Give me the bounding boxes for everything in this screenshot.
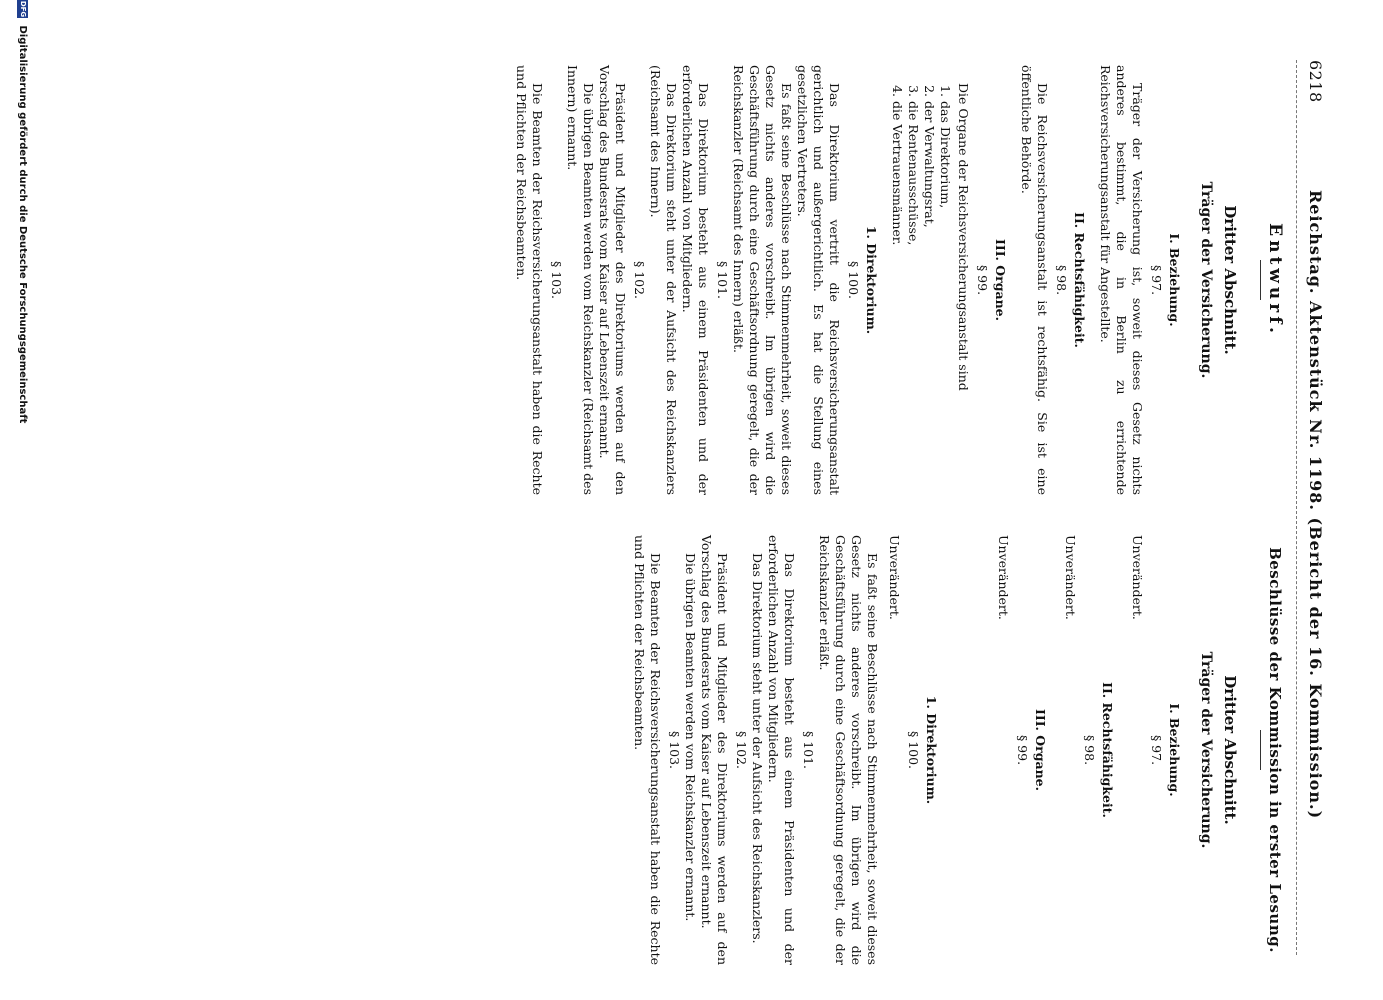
paragraph-text: Es faßt seine Beschlüsse nach Stimmenmehrheit, soweit dieses Gesetz nichts anderes vorschreibt. Im übrigen wird die Geschäftsführung durch eine Geschäftsordnung geregelt, die der Reichskanzler erläßt.: [817, 535, 880, 965]
abschnitt-heading: Dritter Abschnitt.: [1221, 675, 1239, 825]
section-heading: I. Beziehung.: [1167, 703, 1182, 797]
paragraph-number: § 97.: [1149, 734, 1164, 766]
section-heading: II. Rechtsfähigkeit.: [1072, 212, 1087, 348]
organe-list: [889, 65, 953, 495]
list-item: 4. die Vertrauensmänner.: [889, 101, 905, 495]
paragraph-text: Das Direktorium steht unter der Aufsicht des Reichskanzlers.: [750, 553, 765, 944]
column-heading-beschluesse: Beschlüsse der Kommission in erster Lesung.: [1266, 547, 1284, 953]
paragraph-number: § 101.: [715, 260, 730, 300]
column-entwurf: [513, 65, 1283, 495]
paragraph-number: § 102.: [734, 730, 749, 770]
unchanged-note: Unverändert.: [887, 535, 902, 620]
heading-rule: [1260, 260, 1261, 300]
header-divider: [1296, 60, 1297, 955]
dfg-logo: DFG: [19, 0, 27, 18]
spacer: [949, 535, 989, 965]
unchanged-note: Unverändert.: [996, 535, 1011, 620]
paragraph-text: Die Organe der Reichsversicherungsanstalt sind: [956, 83, 971, 391]
section-heading: II. Rechtsfähigkeit.: [1100, 682, 1115, 818]
unchanged-note: Unverändert.: [1063, 535, 1078, 620]
paragraph-text: Das Direktorium vertritt die Reichsversicherungsanstalt gerichtlich und außergerichtlich. Es hat die Stellung eines gesetzlichen Vertreters.: [795, 65, 842, 495]
paragraph-text: Präsident und Mitglieder des Direktoriums werden auf den Vorschlag des Bundesrats vom Kaiser auf Lebenszeit ernannt.: [699, 535, 730, 965]
paragraph-text: Die übrigen Beamten werden vom Reichskanzler (Reichsamt des Innern) ernannt.: [565, 65, 596, 495]
page-title: Reichstag. Aktenstück Nr. 1198. (Bericht der 16. Kommission.): [1306, 190, 1325, 820]
page-number: 6218: [1306, 60, 1325, 103]
paragraph-number: § 99.: [1015, 734, 1030, 766]
paragraph-text: Die Beamten der Reichsversicherungsanstalt haben die Rechte und Pflichten der Reichsbeamten.: [514, 65, 545, 495]
page-header: [1299, 60, 1325, 955]
paragraph-number: § 100.: [906, 730, 921, 770]
heading-rule: [1260, 730, 1261, 770]
traeger-heading: Träger der Versicherung.: [1198, 181, 1214, 379]
paragraph-number: § 103.: [667, 730, 682, 770]
footer-text: Digitalisierung gefördert durch die Deutsche Forschungsgemeinschaft: [17, 25, 28, 424]
paragraph-number: § 98.: [1082, 734, 1097, 766]
paragraph-text: Das Direktorium besteht aus einem Präsidenten und der erforderlichen Anzahl von Mitgliedern.: [680, 65, 711, 495]
paragraph-text: Das Direktorium besteht aus einem Präsidenten und der erforderlichen Anzahl von Mitgliedern.: [766, 535, 797, 965]
section-heading: III. Organe.: [993, 239, 1008, 321]
list-item: 2. der Verwaltungsrat,: [921, 101, 937, 495]
unchanged-note: Unverändert.: [1130, 535, 1145, 620]
paragraph-text: Präsident und Mitglieder des Direktoriums werden auf den Vorschlag des Bundesrats vom Kaiser auf Lebenszeit ernannt.: [597, 65, 628, 495]
paragraph-text: Die Reichsversicherungsanstalt ist rechtsfähig. Sie ist eine öffentliche Behörde.: [1019, 65, 1050, 495]
subsection-heading: 1. Direktorium.: [924, 695, 939, 805]
digitization-footer: [17, 0, 29, 1000]
paragraph-text: Die übrigen Beamten werden vom Reichskanzler ernannt.: [683, 553, 698, 922]
section-heading: I. Beziehung.: [1167, 233, 1182, 327]
paragraph-number: § 100.: [846, 260, 861, 300]
paragraph-number: § 102.: [632, 260, 647, 300]
column-beschluesse: [631, 535, 1283, 965]
list-item: 3. die Rentenausschüsse,: [905, 101, 921, 495]
paragraph-text: Es faßt seine Beschlüsse nach Stimmenmehrheit, soweit dieses Gesetz nichts anderes vorschreibt. Im übrigen wird die Geschäftsführung durch eine Geschäftsordnung geregelt, die der Reichskanzler (Reichsamt des Innern) erläßt.: [731, 65, 794, 495]
paragraph-number: § 103.: [549, 260, 564, 300]
paragraph-text: Träger der Versicherung ist, soweit dieses Gesetz nichts anderes bestimmt, die in Berlin zu errichtende Reichsversicherungsanstalt für Angestellte.: [1098, 65, 1145, 495]
section-heading: III. Organe.: [1033, 709, 1048, 791]
paragraph-text: Die Beamten der Reichsversicherungsanstalt haben die Rechte und Pflichten der Reichsbeamten.: [632, 535, 663, 965]
column-heading-entwurf: Entwurf.: [1265, 223, 1285, 337]
paragraph-number: § 101.: [801, 730, 816, 770]
paragraph-number: § 97.: [1149, 264, 1164, 296]
paragraph-text: Das Direktorium steht unter der Aufsicht des Reichskanzlers (Reichsamt des Innern).: [648, 65, 679, 495]
paragraph-number: § 99.: [975, 264, 990, 296]
abschnitt-heading: Dritter Abschnitt.: [1221, 205, 1239, 355]
list-item: 1. das Direktorium,: [937, 101, 953, 495]
paragraph-number: § 98.: [1054, 264, 1069, 296]
traeger-heading: Träger der Versicherung.: [1198, 651, 1214, 849]
subsection-heading: 1. Direktorium.: [864, 225, 879, 335]
